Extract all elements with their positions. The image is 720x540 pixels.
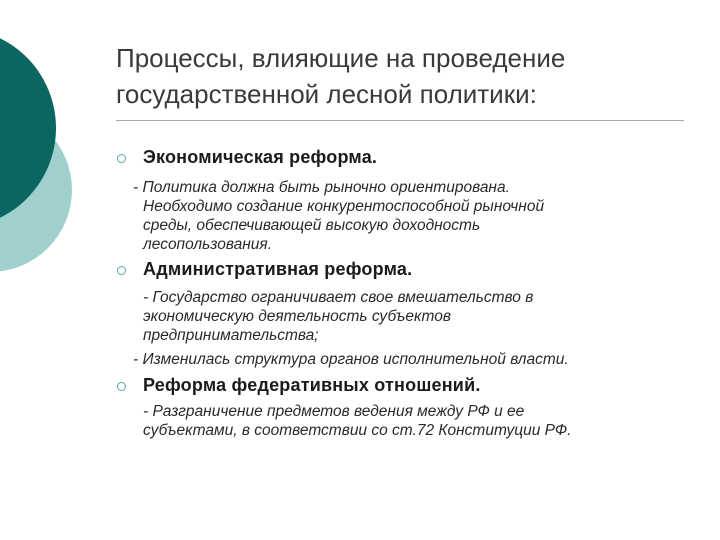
section-line: Необходимо создание конкурентоспособной рыночной [143, 198, 545, 215]
title-divider [116, 120, 684, 121]
section-line: субъектами, в соответствии со ст.72 Конституции РФ. [143, 422, 572, 439]
section-line: лесопользования. [143, 236, 273, 253]
title-line: государственной лесной политики: [116, 79, 537, 109]
section-heading-federative: Реформа федеративных отношений. [143, 375, 481, 395]
section-line: - Разграничение предметов ведения между РФ и ее [143, 403, 525, 420]
section-heading-economic: Экономическая реформа. [143, 147, 378, 167]
bullet-circle-icon [117, 154, 126, 163]
section-heading-administrative: Административная реформа. [143, 259, 413, 279]
section-line: среды, обеспечивающей высокую доходность [143, 217, 481, 234]
bullet-circle-icon [117, 382, 126, 391]
bullet-circle-icon [117, 266, 126, 275]
section-line: экономическую деятельность субъектов [143, 308, 451, 325]
section-line: - Политика должна быть рыночно ориентирована. [133, 179, 510, 196]
section-line: предпринимательства; [143, 327, 319, 344]
section-line: - Изменилась структура органов исполнительной власти. [133, 351, 569, 368]
title-line: Процессы, влияющие на проведение [116, 43, 566, 73]
section-line: - Государство ограничивает свое вмешательство в [143, 289, 534, 306]
decorative-circles [0, 0, 110, 300]
slide-title [116, 40, 696, 112]
